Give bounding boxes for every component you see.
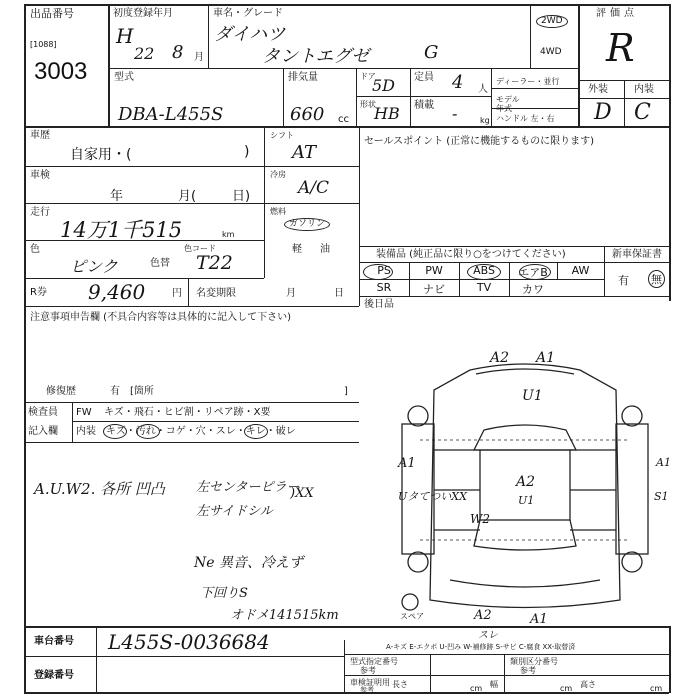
- seats-label: 定員: [414, 72, 434, 83]
- type-cert-ref: 参考: [360, 666, 376, 675]
- warranty-yes: 有: [618, 274, 629, 287]
- shift-label: シフト: [270, 131, 294, 140]
- equipment-ps: PS: [377, 264, 391, 277]
- length-unit: cm: [470, 684, 483, 693]
- lot-number: 3003: [34, 58, 88, 85]
- notes-label: 注意事項申告欄 (不具合内容等は具体的に記入して下さい): [30, 312, 291, 323]
- equipment-pw: PW: [425, 264, 443, 277]
- rating-value: R: [606, 26, 635, 70]
- mileage-unit: km: [222, 230, 235, 239]
- mileage-label: 走行: [30, 207, 50, 218]
- drive-2wd: 2WD: [536, 15, 568, 28]
- repair-label: 修復歴: [46, 386, 76, 397]
- handle-label: ハンドル 左・右: [496, 114, 555, 123]
- color-code-value: T22: [196, 252, 233, 274]
- drive-4wd: 4WD: [540, 47, 562, 57]
- inspector-label-1: 検査員: [28, 407, 58, 418]
- diagram-mark: A1: [536, 350, 556, 366]
- exterior-label: 外装: [588, 84, 608, 95]
- ac-label: 冷房: [270, 170, 286, 179]
- lot-small: [1088]: [30, 40, 57, 49]
- grade: G: [424, 42, 439, 63]
- fw-label: FW: [76, 407, 92, 418]
- ac-value: A/C: [298, 178, 330, 198]
- name-label: 車名・グレード: [213, 8, 283, 19]
- name-change-month: 月: [286, 288, 296, 299]
- usage-label: 車歴: [30, 130, 50, 141]
- repair-yes: 有: [110, 386, 120, 397]
- diagram-mark: スペア: [400, 612, 424, 621]
- dealer-label: ディーラー・並行: [496, 77, 560, 86]
- displacement-label: 排気量: [288, 72, 318, 83]
- color-label: 色: [30, 244, 40, 255]
- equipment-navi: ナビ: [423, 283, 445, 296]
- interior-label: 内装: [634, 84, 654, 95]
- circle-mark: [363, 264, 393, 280]
- name-change-day: 日: [334, 288, 344, 299]
- warranty-no: 無: [648, 270, 665, 288]
- model-type-value: DBA-L455S: [118, 104, 224, 125]
- plate-label: 登録番号: [34, 670, 74, 681]
- shaken-month: 月(: [178, 189, 197, 204]
- fuel-oil: 油: [320, 244, 330, 255]
- usage-close: ): [244, 144, 250, 160]
- fuel-light-oil: 軽: [292, 244, 302, 255]
- note-line: 左センターピラー: [196, 480, 300, 495]
- warranty-label: 新車保証書: [612, 249, 662, 260]
- shape-value: HB: [374, 104, 400, 123]
- lot-label: 出品番号: [30, 7, 74, 20]
- doors-label: ドア: [360, 72, 376, 81]
- circle-mark: [519, 264, 551, 280]
- first-reg-month-unit: 月: [194, 52, 204, 63]
- equipment-tv: TV: [476, 281, 492, 294]
- int-items: キズ・汚れ・コゲ・穴・スレ・キレ・破レ: [106, 426, 296, 437]
- equipment-airbag: エアB: [518, 266, 548, 279]
- note-line: A.U.W2. 各所 凹凸: [34, 480, 165, 498]
- fuel-gas: ガソリン: [284, 218, 330, 231]
- chassis-value: L455S-0036684: [108, 630, 270, 654]
- note-line: 下回りS: [200, 586, 248, 601]
- height-unit: cm: [650, 684, 663, 693]
- width-label: 幅: [490, 680, 498, 689]
- cert-label: 車検証明用: [350, 678, 390, 687]
- class-label: 類別区分番号: [510, 657, 558, 666]
- usage-value: 自家用・(: [70, 147, 132, 163]
- first-reg-month: 8: [172, 42, 184, 63]
- load-value: -: [452, 104, 458, 123]
- diagram-mark: A1: [398, 456, 416, 471]
- rear-seat-label: 後日品: [364, 299, 394, 310]
- exterior-value: D: [594, 100, 612, 125]
- color-code-label: 色コード: [184, 244, 216, 253]
- diagram-mark: A2: [516, 474, 536, 490]
- legend: A-キズ E-エクボ U-凹み W-補修跡 S-サビ C-腐食 XX-取替済: [386, 643, 576, 651]
- repair-close: ]: [344, 386, 348, 397]
- shaken-year: 年: [110, 189, 124, 204]
- inspector-label-2: 記入欄: [28, 426, 58, 437]
- seats-value: 4: [452, 72, 464, 93]
- recycle-value: 9,460: [88, 280, 146, 304]
- diagram-mark: A1: [656, 456, 671, 469]
- doors-value: 5D: [372, 76, 396, 95]
- width-unit: cm: [560, 684, 573, 693]
- circle-mark: [244, 424, 268, 439]
- diagram-mark: S1: [654, 490, 669, 503]
- equipment-sr: SR: [376, 281, 392, 294]
- diagram-mark: U1: [518, 494, 535, 507]
- color-value: ピンク: [70, 257, 118, 276]
- cert-ref: 参考: [360, 686, 374, 694]
- equipment-abs: ABS: [473, 264, 495, 277]
- note-line: Ne 異音、冷えず: [194, 555, 303, 571]
- note-line: オドメ141515km: [230, 608, 339, 623]
- maker: ダイハツ: [214, 24, 286, 45]
- diagram-mark: W2: [470, 512, 490, 526]
- diagram-mark: A2: [490, 350, 510, 366]
- diagram-mark: スレ: [478, 630, 498, 641]
- seats-unit: 人: [478, 84, 488, 95]
- mileage-value: 14万1千515: [60, 218, 183, 242]
- circle-mark: [136, 424, 160, 439]
- shaken-label: 車検: [30, 170, 50, 181]
- color-change-label: 色替: [150, 258, 170, 269]
- circle-mark: [467, 264, 501, 280]
- chassis-label: 車台番号: [34, 636, 74, 647]
- shape-label: 形状: [360, 100, 376, 109]
- interior-value: C: [634, 100, 651, 125]
- repair-place: [箇所: [130, 386, 154, 397]
- class-ref: 参考: [520, 666, 536, 675]
- equipment-aw: AW: [571, 264, 590, 277]
- first-reg-era: H: [116, 24, 134, 48]
- displacement-value: 660: [290, 104, 325, 125]
- fuel-label: 燃料: [270, 207, 286, 216]
- load-unit: kg: [480, 116, 490, 125]
- first-reg-label: 初度登録年月: [113, 8, 173, 19]
- shaken-day: 日): [232, 189, 251, 204]
- int-label: 内装: [76, 426, 96, 437]
- shift-value: AT: [292, 142, 317, 163]
- name-change-label: 名変期限: [196, 288, 236, 299]
- equipment-label: 装備品 (純正品に限り○をつけてください): [376, 249, 566, 260]
- note-line: 左サイドシル: [196, 504, 273, 519]
- type-cert-label: 型式指定番号: [350, 657, 398, 666]
- load-label: 積載: [414, 100, 434, 111]
- diagram-mark: UタてついXX: [398, 490, 467, 503]
- note-line: )XX: [290, 486, 314, 501]
- diagram-mark: A1: [530, 612, 548, 627]
- model-type-label: 型式: [114, 72, 134, 83]
- circle-mark: [103, 424, 127, 439]
- displacement-unit: cc: [338, 114, 349, 125]
- diagram-mark: U1: [522, 388, 543, 404]
- model-name: タントエグゼ: [262, 46, 370, 67]
- sales-point-label: セールスポイント (正常に機能するものに限ります): [364, 136, 595, 147]
- length-label: 長さ: [392, 680, 408, 689]
- height-label: 高さ: [580, 680, 596, 689]
- diagram-mark: A2: [474, 608, 492, 623]
- rating-label: 評価点: [596, 8, 638, 19]
- recycle-label: R券: [30, 287, 47, 298]
- equipment-leather: カワ: [522, 283, 544, 296]
- model-year-label: モデル年式: [496, 95, 520, 113]
- first-reg-year: 22: [134, 44, 155, 63]
- recycle-unit: 円: [172, 288, 182, 299]
- fw-items: キズ・飛石・ヒビ割・リペア跡・X要: [104, 407, 271, 418]
